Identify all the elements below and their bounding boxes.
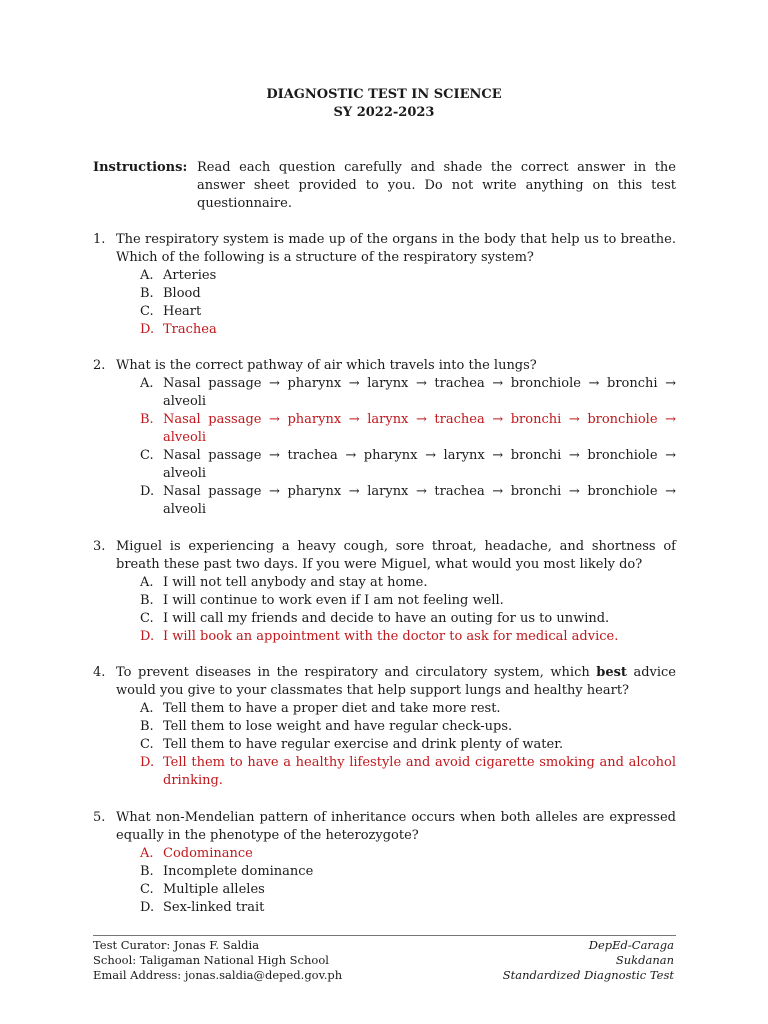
choice-text: Heart (163, 304, 202, 319)
choice-text: Tell them to have a proper diet and take more rest. (163, 701, 501, 716)
choice-list (93, 700, 676, 790)
choice-text: Tell them to lose weight and have regular check-ups. (163, 719, 513, 734)
footer-test-name: Standardized Diagnostic Test (502, 968, 674, 982)
question-number: 2. (93, 358, 106, 373)
choice-text: Nasal passage → pharynx → larynx → trachea → bronchi → bronchiole → alveoli (163, 412, 676, 445)
choice-c (140, 447, 676, 483)
choice-letter: C. (140, 304, 154, 319)
choice-letter: B. (140, 864, 154, 879)
choice-d-correct-answer (140, 321, 676, 339)
choice-letter: B. (140, 593, 154, 608)
choice-letter: B. (140, 412, 154, 427)
choice-letter: D. (140, 755, 155, 770)
footer-divider (93, 935, 676, 936)
choice-a-correct-answer (140, 845, 676, 863)
choice-d-correct-answer (140, 628, 676, 646)
school-year: SY 2022-2023 (333, 105, 435, 120)
choice-b (140, 863, 676, 881)
choice-list (93, 267, 676, 339)
question-text (116, 664, 676, 700)
question-4 (93, 664, 676, 790)
question-2 (93, 357, 676, 519)
footer-org-info (503, 938, 674, 983)
choice-a (140, 375, 676, 411)
choice-text: Sex-linked trait (163, 900, 265, 915)
choice-letter: C. (140, 737, 154, 752)
question-1 (93, 231, 676, 339)
document-title: DIAGNOSTIC TEST IN SCIENCE (266, 87, 502, 102)
question-number: 5. (93, 810, 106, 825)
choice-a (140, 700, 676, 718)
choice-text: I will continue to work even if I am not feeling well. (163, 593, 504, 608)
question-3 (93, 538, 676, 646)
question-text: What non-Mendelian pattern of inheritance occurs when both alleles are expressed equally in the phenotype of the heterozygote? (116, 810, 676, 843)
choice-c (140, 881, 676, 899)
choice-d-correct-answer (140, 754, 676, 790)
choice-text: I will call my friends and decide to have an outing for us to unwind. (163, 611, 610, 626)
choice-letter: A. (140, 846, 154, 861)
choice-letter: D. (140, 484, 155, 499)
choice-b (140, 718, 676, 736)
question-text: Miguel is experiencing a heavy cough, sore throat, headache, and shortness of breath these past two days. If you were Miguel, what would you most likely do? (116, 539, 676, 572)
footer-curator: Test Curator: Jonas F. Saldia (93, 938, 260, 952)
question-text-part: To prevent diseases in the respiratory and circulatory system, which (116, 665, 597, 680)
choice-text: Nasal passage → trachea → pharynx → larynx → bronchi → bronchiole → alveoli (163, 448, 676, 481)
choice-text: Tell them to have a healthy lifestyle and avoid cigarette smoking and alcohol drinking. (163, 755, 676, 788)
choice-letter: D. (140, 322, 155, 337)
instructions-block (93, 159, 676, 213)
footer-school: School: Taligaman National High School (93, 953, 329, 967)
question-number: 1. (93, 232, 106, 247)
choice-list (93, 574, 676, 646)
question-number: 3. (93, 539, 106, 554)
choice-b (140, 285, 676, 303)
choice-letter: A. (140, 268, 154, 283)
choice-text: Codominance (163, 846, 253, 861)
question-text: The respiratory system is made up of the organs in the body that help us to breathe. Which of the following is a structure of the respiratory system? (116, 232, 676, 265)
footer-email: Email Address: jonas.saldia@deped.gov.ph (93, 968, 343, 982)
choice-a (140, 574, 676, 592)
choice-letter: A. (140, 575, 154, 590)
choice-letter: C. (140, 448, 154, 463)
footer-org-sub: Sukdanan (615, 953, 674, 967)
choice-letter: A. (140, 376, 154, 391)
choice-text: Multiple alleles (163, 882, 265, 897)
choice-text: Blood (163, 286, 201, 301)
question-text: What is the correct pathway of air which travels into the lungs? (116, 358, 537, 373)
choice-text: Nasal passage → pharynx → larynx → trachea → bronchiole → bronchi → alveoli (163, 376, 676, 409)
footer-curator-info (93, 938, 342, 983)
choice-list (93, 375, 676, 519)
choice-b-correct-answer (140, 411, 676, 447)
choice-text: I will not tell anybody and stay at home. (163, 575, 428, 590)
choice-letter: B. (140, 719, 154, 734)
choice-text: Incomplete dominance (163, 864, 314, 879)
choice-text: Tell them to have regular exercise and drink plenty of water. (163, 737, 564, 752)
choice-text: I will book an appointment with the doctor to ask for medical advice. (163, 629, 619, 644)
instructions-text: Read each question carefully and shade the correct answer in the answer sheet provided to you. Do not write anything on this test questionnaire. (197, 160, 676, 211)
question-text-part: advice would you give to your classmates that help support lungs and healthy heart? (116, 665, 677, 698)
choice-text: Arteries (163, 268, 217, 283)
choice-letter: D. (140, 900, 155, 915)
choice-letter: C. (140, 611, 154, 626)
choice-letter: B. (140, 286, 154, 301)
footer-org: DepEd-Caraga (588, 938, 674, 952)
instructions-label: Instructions: (93, 160, 188, 175)
choice-letter: D. (140, 629, 155, 644)
choice-text: Trachea (163, 322, 217, 337)
choice-letter: A. (140, 701, 154, 716)
choice-d (140, 899, 676, 917)
choice-list (93, 845, 676, 917)
question-emphasis: best (596, 665, 627, 680)
choice-c (140, 736, 676, 754)
question-number: 4. (93, 665, 106, 680)
choice-text: Nasal passage → pharynx → larynx → trachea → bronchi → bronchiole → alveoli (163, 484, 676, 517)
question-5 (93, 809, 676, 917)
choice-letter: C. (140, 882, 154, 897)
choice-b (140, 592, 676, 610)
choice-d (140, 483, 676, 519)
choice-c (140, 610, 676, 628)
choice-c (140, 303, 676, 321)
choice-a (140, 267, 676, 285)
